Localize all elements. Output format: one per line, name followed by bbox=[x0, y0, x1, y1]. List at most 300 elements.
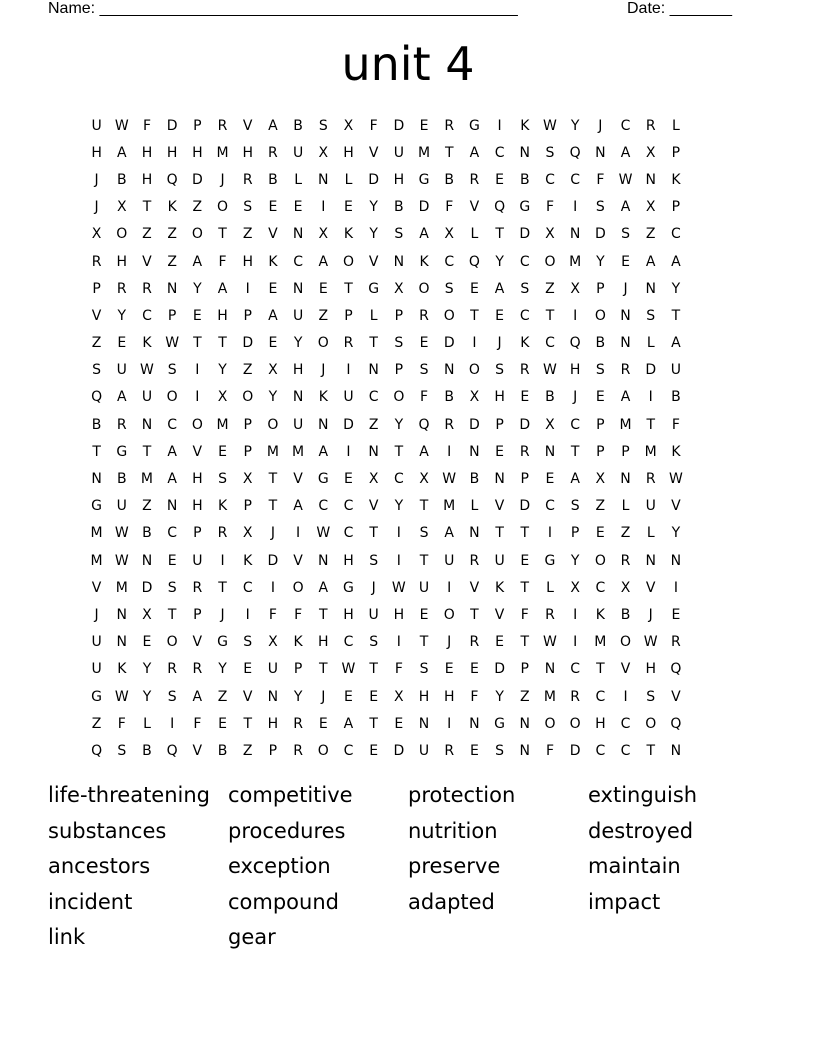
grid-letter: E bbox=[369, 688, 379, 705]
grid-letter: C bbox=[620, 742, 631, 759]
word-list-item: ancestors bbox=[48, 854, 151, 879]
grid-letter: Z bbox=[192, 199, 203, 216]
grid-letter: X bbox=[570, 280, 580, 297]
grid-letter: T bbox=[520, 525, 530, 542]
grid-row bbox=[84, 438, 689, 465]
grid-letter: G bbox=[91, 498, 103, 515]
grid-letter: F bbox=[142, 117, 151, 134]
grid-letter: H bbox=[242, 144, 253, 161]
grid-letter: M bbox=[216, 144, 229, 161]
grid-letter: R bbox=[192, 661, 203, 678]
grid-row bbox=[84, 221, 689, 248]
grid-letter: U bbox=[418, 579, 430, 596]
grid-letter: Y bbox=[394, 416, 404, 433]
grid-letter: F bbox=[294, 606, 303, 623]
grid-letter: T bbox=[218, 579, 227, 596]
grid-letter: B bbox=[268, 171, 278, 188]
grid-letter: X bbox=[444, 226, 455, 243]
grid-letter: O bbox=[594, 307, 606, 324]
grid-letter: H bbox=[569, 362, 581, 379]
grid-letter: N bbox=[519, 715, 531, 732]
grid-letter: X bbox=[268, 362, 278, 379]
grid-letter: T bbox=[495, 226, 504, 243]
grid-letter: J bbox=[321, 362, 326, 379]
grid-letter: E bbox=[495, 307, 505, 324]
grid-letter: U bbox=[494, 552, 505, 569]
grid-letter: G bbox=[116, 443, 128, 460]
grid-letter: C bbox=[343, 742, 354, 759]
grid-letter: E bbox=[495, 634, 505, 651]
grid-letter: G bbox=[217, 634, 228, 651]
grid-letter: Q bbox=[91, 389, 103, 406]
grid-letter: E bbox=[218, 715, 227, 732]
grid-letter: B bbox=[444, 171, 455, 188]
grid-letter: P bbox=[344, 307, 353, 324]
grid-letter: Z bbox=[645, 226, 656, 243]
grid-letter: P bbox=[621, 443, 630, 460]
grid-letter: H bbox=[192, 471, 203, 488]
grid-letter: A bbox=[671, 253, 681, 270]
grid-letter: P bbox=[520, 471, 529, 488]
grid-letter: I bbox=[296, 525, 301, 542]
grid-letter: A bbox=[469, 144, 480, 161]
grid-letter: W bbox=[114, 552, 129, 569]
grid-letter: U bbox=[91, 117, 102, 134]
grid-letter: W bbox=[668, 471, 683, 488]
grid-letter: O bbox=[544, 715, 556, 732]
grid-letter: J bbox=[220, 171, 225, 188]
grid-letter: O bbox=[166, 634, 178, 651]
grid-letter: S bbox=[318, 117, 328, 134]
grid-letter: D bbox=[494, 661, 505, 678]
grid-letter: M bbox=[619, 416, 632, 433]
grid-letter: I bbox=[447, 443, 452, 460]
grid-letter: B bbox=[620, 606, 631, 623]
grid-letter: E bbox=[495, 171, 505, 188]
grid-letter: X bbox=[394, 688, 404, 705]
grid-letter: Y bbox=[570, 117, 580, 134]
grid-letter: T bbox=[671, 307, 681, 324]
grid-letter: J bbox=[573, 389, 578, 406]
grid-letter: H bbox=[141, 171, 153, 188]
grid-letter: D bbox=[267, 552, 279, 569]
grid-letter: K bbox=[671, 443, 681, 460]
grid-letter: R bbox=[645, 471, 656, 488]
grid-letter: I bbox=[396, 525, 401, 542]
grid-letter: H bbox=[192, 144, 203, 161]
grid-letter: D bbox=[393, 117, 405, 134]
grid-letter: A bbox=[167, 471, 177, 488]
grid-letter: I bbox=[396, 552, 401, 569]
grid-letter: U bbox=[292, 307, 304, 324]
letter-grid bbox=[84, 112, 689, 765]
grid-letter: A bbox=[620, 199, 631, 216]
grid-row bbox=[84, 275, 689, 302]
grid-letter: A bbox=[444, 525, 454, 542]
grid-letter: R bbox=[343, 335, 354, 352]
grid-letter: E bbox=[444, 661, 454, 678]
grid-letter: H bbox=[494, 389, 505, 406]
grid-letter: B bbox=[469, 471, 480, 488]
grid-letter: R bbox=[645, 117, 656, 134]
grid-letter: Q bbox=[91, 742, 103, 759]
grid-letter: H bbox=[343, 552, 354, 569]
word-list-item: compound bbox=[228, 889, 339, 914]
grid-letter: Q bbox=[569, 335, 581, 352]
grid-letter: Z bbox=[167, 253, 177, 270]
grid-letter: W bbox=[643, 634, 658, 651]
grid-letter: D bbox=[569, 742, 581, 759]
grid-letter: S bbox=[92, 362, 102, 379]
grid-letter: A bbox=[116, 389, 127, 406]
grid-letter: M bbox=[417, 144, 431, 161]
word-list bbox=[48, 778, 768, 956]
grid-letter: N bbox=[141, 552, 153, 569]
grid-letter: N bbox=[519, 144, 531, 161]
grid-letter: Y bbox=[117, 307, 127, 324]
grid-letter: K bbox=[318, 389, 328, 406]
grid-letter: C bbox=[595, 742, 606, 759]
grid-letter: S bbox=[621, 226, 630, 243]
grid-letter: T bbox=[596, 661, 605, 678]
grid-letter: X bbox=[318, 144, 329, 161]
grid-letter: W bbox=[391, 579, 406, 596]
grid-letter: N bbox=[368, 362, 379, 379]
grid-letter: T bbox=[268, 498, 278, 515]
grid-letter: G bbox=[519, 199, 531, 216]
grid-letter: T bbox=[218, 335, 227, 352]
word-list-item: substances bbox=[48, 818, 167, 843]
grid-letter: Y bbox=[142, 688, 152, 705]
grid-letter: N bbox=[645, 171, 656, 188]
grid-letter: A bbox=[293, 498, 303, 515]
grid-row bbox=[84, 357, 689, 384]
grid-letter: E bbox=[167, 552, 177, 569]
grid-letter: X bbox=[394, 280, 404, 297]
grid-letter: D bbox=[343, 416, 354, 433]
grid-letter: L bbox=[672, 117, 680, 134]
grid-letter: Z bbox=[91, 715, 102, 732]
grid-letter: R bbox=[419, 307, 429, 324]
grid-letter: Q bbox=[418, 416, 430, 433]
grid-letter: V bbox=[469, 579, 480, 596]
grid-letter: B bbox=[519, 171, 530, 188]
grid-letter: F bbox=[268, 606, 277, 623]
grid-letter: C bbox=[620, 117, 631, 134]
grid-letter: V bbox=[368, 144, 379, 161]
grid-letter: M bbox=[90, 525, 103, 542]
grid-letter: N bbox=[469, 525, 480, 542]
grid-letter: A bbox=[419, 226, 429, 243]
grid-letter: E bbox=[344, 471, 353, 488]
grid-letter: X bbox=[570, 579, 580, 596]
grid-letter: N bbox=[292, 389, 304, 406]
grid-letter: P bbox=[193, 525, 202, 542]
grid-letter: A bbox=[570, 471, 580, 488]
grid-letter: Q bbox=[166, 171, 178, 188]
grid-letter: C bbox=[343, 525, 354, 542]
grid-letter: Z bbox=[545, 280, 555, 297]
grid-letter: R bbox=[444, 117, 455, 134]
word-list-item: protection bbox=[408, 783, 516, 807]
grid-letter: T bbox=[344, 280, 353, 297]
grid-letter: O bbox=[191, 416, 203, 433]
grid-letter: X bbox=[268, 634, 278, 651]
grid-letter: C bbox=[570, 661, 581, 678]
grid-letter: F bbox=[420, 389, 429, 406]
grid-letter: H bbox=[418, 688, 430, 705]
grid-letter: M bbox=[140, 471, 154, 488]
grid-letter: D bbox=[594, 226, 606, 243]
grid-letter: D bbox=[166, 117, 178, 134]
grid-letter: T bbox=[419, 498, 429, 515]
grid-letter: C bbox=[343, 498, 354, 515]
grid-letter: D bbox=[519, 226, 531, 243]
grid-letter: E bbox=[293, 199, 303, 216]
grid-letter: N bbox=[91, 471, 102, 488]
grid-letter: G bbox=[418, 171, 430, 188]
grid-letter: C bbox=[595, 579, 606, 596]
grid-letter: X bbox=[545, 416, 555, 433]
grid-letter: R bbox=[570, 688, 581, 705]
grid-letter: A bbox=[645, 253, 656, 270]
grid-letter: K bbox=[217, 498, 228, 515]
grid-letter: S bbox=[394, 226, 404, 243]
grid-letter: F bbox=[545, 199, 554, 216]
grid-letter: I bbox=[623, 688, 628, 705]
grid-letter: I bbox=[573, 634, 578, 651]
grid-letter: P bbox=[394, 307, 404, 324]
grid-letter: W bbox=[316, 525, 331, 542]
grid-letter: E bbox=[268, 335, 278, 352]
grid-letter: H bbox=[595, 715, 606, 732]
grid-letter: D bbox=[368, 171, 380, 188]
word-list-item: nutrition bbox=[408, 818, 498, 843]
grid-letter: A bbox=[192, 253, 203, 270]
grid-letter: E bbox=[218, 443, 227, 460]
grid-letter: H bbox=[192, 498, 203, 515]
grid-letter: F bbox=[470, 688, 479, 705]
grid-letter: X bbox=[368, 471, 379, 488]
grid-letter: G bbox=[317, 471, 329, 488]
grid-letter: P bbox=[570, 525, 580, 542]
grid-letter: K bbox=[142, 335, 152, 352]
grid-letter: U bbox=[444, 552, 455, 569]
grid-letter: M bbox=[594, 634, 607, 651]
grid-letter: N bbox=[318, 552, 329, 569]
grid-letter: G bbox=[544, 552, 556, 569]
grid-letter: N bbox=[469, 443, 480, 460]
grid-letter: C bbox=[570, 171, 581, 188]
grid-letter: E bbox=[621, 253, 630, 270]
grid-letter: D bbox=[645, 362, 657, 379]
grid-letter: R bbox=[116, 416, 127, 433]
grid-letter: T bbox=[193, 335, 202, 352]
grid-letter: S bbox=[646, 688, 656, 705]
grid-letter: V bbox=[268, 226, 278, 243]
grid-letter: I bbox=[573, 606, 578, 623]
grid-letter: N bbox=[116, 634, 128, 651]
grid-letter: Y bbox=[218, 661, 227, 678]
grid-letter: C bbox=[595, 688, 606, 705]
grid-letter: H bbox=[393, 171, 405, 188]
grid-letter: K bbox=[268, 253, 278, 270]
grid-letter: J bbox=[94, 199, 99, 216]
grid-letter: J bbox=[321, 688, 326, 705]
grid-letter: E bbox=[419, 335, 429, 352]
grid-letter: O bbox=[443, 606, 455, 623]
grid-letter: X bbox=[318, 226, 329, 243]
grid-letter: X bbox=[343, 117, 354, 134]
grid-letter: G bbox=[494, 715, 506, 732]
grid-letter: O bbox=[292, 579, 304, 596]
grid-letter: F bbox=[394, 661, 403, 678]
grid-letter: C bbox=[393, 471, 404, 488]
grid-letter: R bbox=[142, 280, 152, 297]
grid-row bbox=[84, 411, 689, 438]
grid-letter: C bbox=[671, 226, 681, 243]
grid-letter: E bbox=[344, 199, 353, 216]
grid-row bbox=[84, 493, 689, 520]
grid-letter: P bbox=[495, 416, 504, 433]
grid-letter: B bbox=[116, 471, 127, 488]
grid-letter: N bbox=[368, 443, 379, 460]
grid-letter: N bbox=[620, 471, 631, 488]
grid-letter: T bbox=[520, 579, 530, 596]
grid-letter: M bbox=[266, 443, 279, 460]
grid-letter: T bbox=[243, 715, 252, 732]
grid-row bbox=[84, 683, 689, 710]
grid-letter: C bbox=[167, 525, 178, 542]
grid-letter: F bbox=[596, 171, 605, 188]
grid-letter: P bbox=[92, 280, 101, 297]
grid-letter: Y bbox=[293, 688, 303, 705]
grid-letter: I bbox=[573, 199, 578, 216]
grid-letter: U bbox=[91, 634, 102, 651]
grid-row bbox=[84, 547, 689, 574]
grid-letter: V bbox=[192, 634, 203, 651]
word-list-item: adapted bbox=[408, 889, 495, 914]
grid-letter: Y bbox=[268, 389, 278, 406]
grid-letter: O bbox=[166, 389, 178, 406]
word-list-item: destroyed bbox=[588, 818, 694, 843]
grid-letter: K bbox=[520, 117, 530, 134]
grid-letter: Y bbox=[495, 688, 504, 705]
grid-letter: Z bbox=[519, 688, 530, 705]
grid-letter: T bbox=[394, 443, 404, 460]
grid-letter: X bbox=[419, 471, 429, 488]
word-list-item: procedures bbox=[228, 818, 346, 843]
grid-letter: V bbox=[293, 471, 303, 488]
grid-letter: F bbox=[445, 199, 454, 216]
grid-letter: P bbox=[293, 661, 303, 678]
grid-letter: P bbox=[671, 144, 681, 161]
grid-letter: W bbox=[114, 117, 129, 134]
grid-letter: S bbox=[495, 362, 505, 379]
grid-letter: A bbox=[494, 280, 505, 297]
grid-letter: A bbox=[192, 688, 203, 705]
grid-letter: T bbox=[319, 606, 328, 623]
grid-letter: A bbox=[419, 443, 429, 460]
grid-letter: R bbox=[671, 634, 681, 651]
grid-letter: O bbox=[594, 552, 606, 569]
grid-letter: V bbox=[192, 443, 203, 460]
grid-letter: G bbox=[343, 579, 354, 596]
grid-letter: X bbox=[595, 471, 606, 488]
grid-letter: S bbox=[495, 742, 505, 759]
word-list-item: extinguish bbox=[588, 783, 698, 807]
grid-letter: P bbox=[596, 443, 605, 460]
grid-letter: R bbox=[116, 280, 127, 297]
grid-letter: T bbox=[268, 471, 278, 488]
grid-letter: P bbox=[671, 199, 681, 216]
grid-letter: T bbox=[646, 742, 655, 759]
grid-letter: C bbox=[142, 307, 152, 324]
word-list-item: preserve bbox=[408, 854, 501, 879]
grid-letter: T bbox=[646, 416, 655, 433]
grid-letter: L bbox=[344, 171, 353, 188]
grid-letter: H bbox=[116, 253, 128, 270]
grid-letter: I bbox=[245, 606, 250, 623]
grid-letter: O bbox=[418, 280, 430, 297]
grid-letter: H bbox=[242, 253, 253, 270]
grid-letter: D bbox=[141, 579, 153, 596]
grid-letter: N bbox=[544, 443, 556, 460]
grid-letter: B bbox=[545, 389, 555, 406]
grid-letter: P bbox=[243, 498, 252, 515]
grid-letter: X bbox=[242, 525, 253, 542]
grid-letter: O bbox=[620, 634, 632, 651]
grid-letter: R bbox=[91, 253, 102, 270]
grid-letter: J bbox=[94, 171, 99, 188]
grid-letter: U bbox=[292, 144, 304, 161]
grid-letter: J bbox=[94, 606, 99, 623]
grid-row bbox=[84, 574, 689, 601]
grid-letter: I bbox=[396, 634, 401, 651]
grid-letter: H bbox=[443, 688, 455, 705]
grid-letter: R bbox=[444, 742, 455, 759]
grid-letter: B bbox=[671, 389, 681, 406]
grid-letter: B bbox=[142, 742, 152, 759]
page-title: unit 4 bbox=[341, 37, 475, 91]
grid-letter: S bbox=[444, 280, 454, 297]
grid-letter: N bbox=[544, 661, 556, 678]
grid-letter: I bbox=[270, 579, 275, 596]
grid-letter: D bbox=[469, 416, 480, 433]
grid-letter: X bbox=[469, 389, 480, 406]
grid-letter: K bbox=[117, 661, 127, 678]
word-list-item: exception bbox=[228, 854, 331, 879]
grid-letter: C bbox=[167, 416, 178, 433]
grid-row bbox=[84, 710, 689, 737]
grid-letter: T bbox=[369, 335, 378, 352]
grid-letter: I bbox=[321, 199, 326, 216]
grid-letter: N bbox=[141, 416, 153, 433]
grid-letter: H bbox=[267, 715, 279, 732]
grid-letter: N bbox=[318, 171, 329, 188]
grid-letter: Z bbox=[142, 498, 152, 515]
grid-letter: A bbox=[671, 335, 681, 352]
grid-letter: I bbox=[573, 307, 578, 324]
grid-letter: S bbox=[218, 471, 227, 488]
grid-letter: S bbox=[545, 144, 555, 161]
grid-letter: R bbox=[217, 117, 228, 134]
grid-letter: Y bbox=[193, 280, 202, 297]
grid-letter: O bbox=[242, 389, 254, 406]
grid-letter: I bbox=[346, 443, 351, 460]
grid-letter: D bbox=[242, 335, 254, 352]
grid-letter: P bbox=[243, 443, 252, 460]
